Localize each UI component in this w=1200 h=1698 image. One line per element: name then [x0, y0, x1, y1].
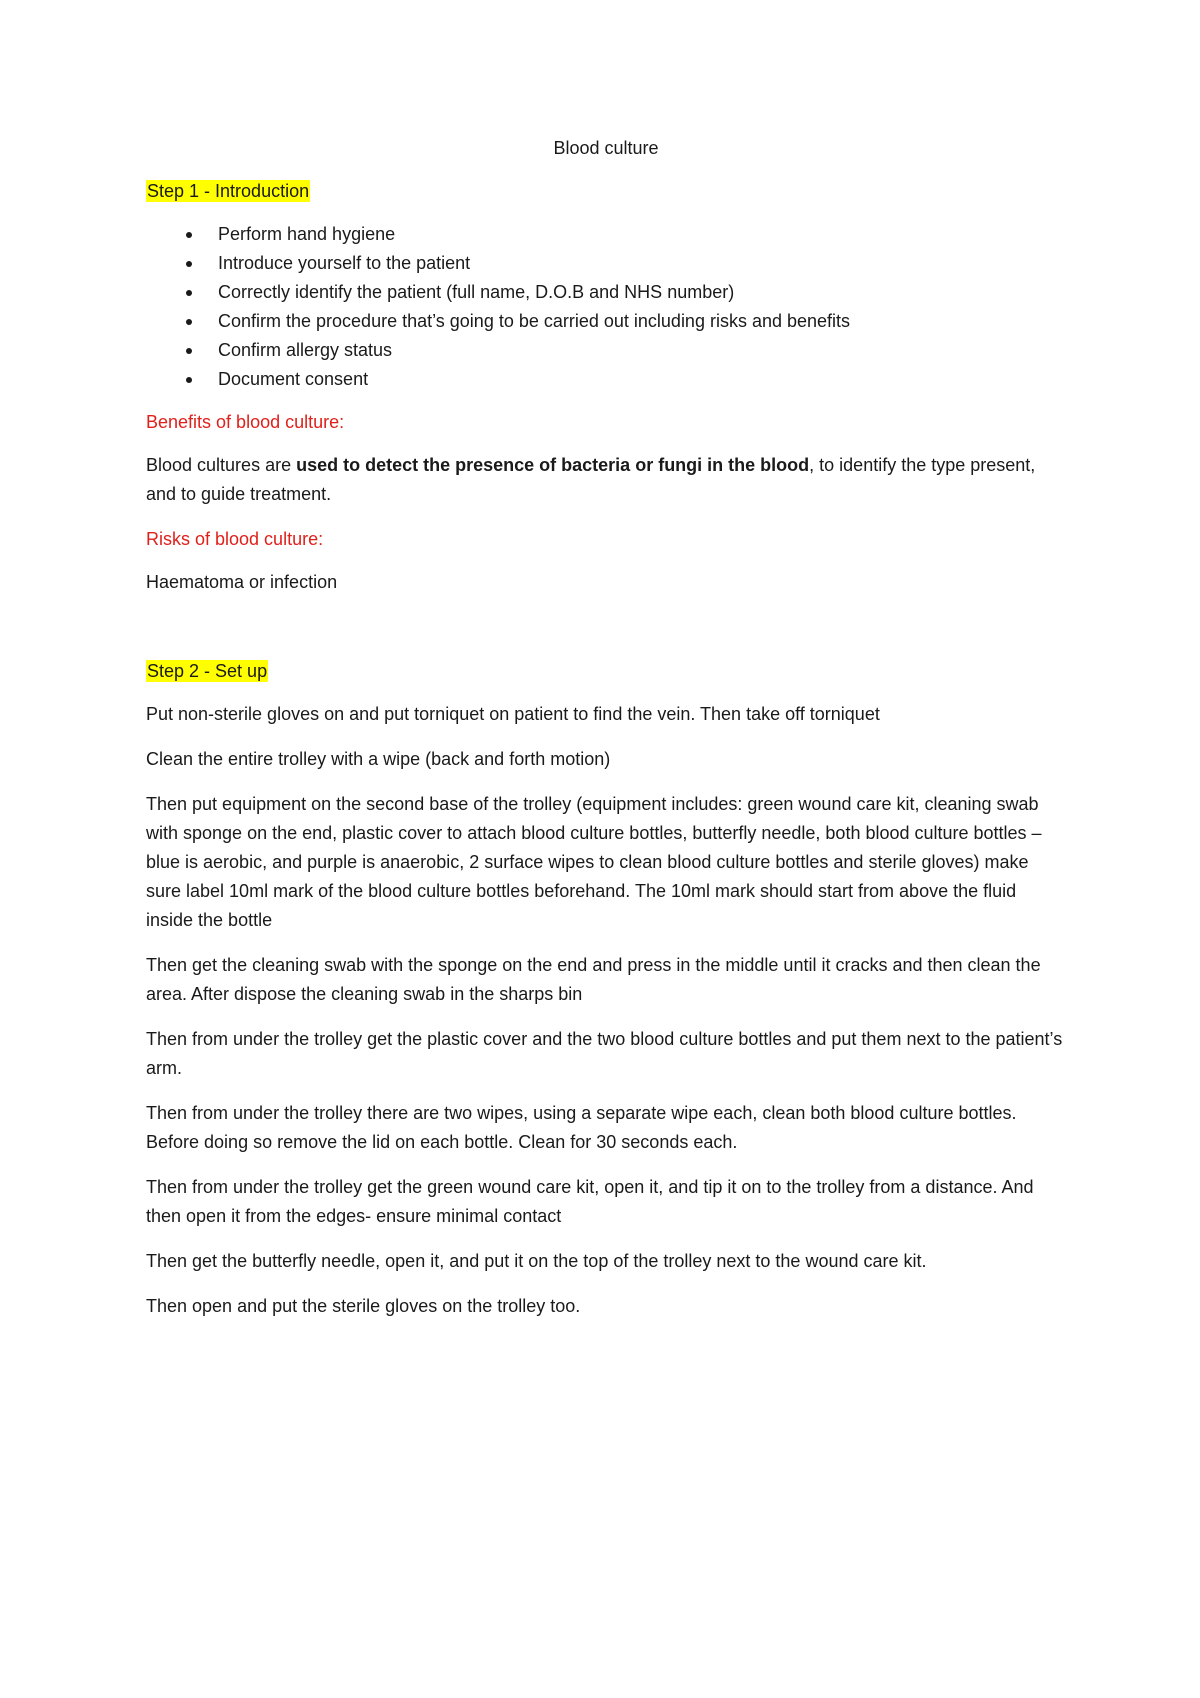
bullet-icon [186, 232, 192, 238]
benefits-paragraph [146, 451, 1066, 509]
step-1-heading-text: Step 1 - Introduction [147, 181, 310, 201]
step-1-heading [146, 177, 1066, 206]
document-title: Blood culture [553, 138, 659, 158]
section-spacer [146, 613, 1066, 657]
list-item-text: Introduce yourself to the patient [218, 253, 471, 273]
step-2-heading-text: Step 2 - Set up [147, 661, 268, 681]
list-item-text: Confirm the procedure that’s going to be carried out including risks and benefits [218, 311, 851, 331]
step-2-paragraph: Then from under the trolley get the plastic cover and the two blood culture bottles and put them next to the patient’s arm. [146, 1029, 1063, 1078]
list-item-text: Document consent [218, 369, 369, 389]
step-2-heading [146, 657, 1066, 686]
bullet-icon [186, 261, 192, 267]
benefits-text-prefix: Blood cultures are [146, 455, 297, 475]
benefits-heading: Benefits of blood culture: [146, 412, 345, 432]
step-2-paragraph: Then open and put the sterile gloves on the trolley too. [146, 1296, 581, 1316]
bullet-icon [186, 377, 192, 383]
list-item-text: Correctly identify the patient (full name, D.O.B and NHS number) [218, 282, 735, 302]
list-item [146, 307, 1066, 336]
list-item [146, 365, 1066, 394]
step-2-paragraph: Then from under the trolley get the green wound care kit, open it, and tip it on to the trolley from a distance. And then open it from the edges- ensure minimal contact [146, 1177, 1034, 1226]
step-2-paragraph: Clean the entire trolley with a wipe (back and forth motion) [146, 749, 611, 769]
list-item [146, 249, 1066, 278]
bullet-icon [186, 319, 192, 325]
risks-heading: Risks of blood culture: [146, 529, 324, 549]
benefits-text-bold: used to detect the presence of bacteria or fungi in the blood [296, 455, 810, 475]
list-item [146, 220, 1066, 249]
step-1-bullet-list [146, 220, 1066, 394]
step-2-paragraph: Then get the butterfly needle, open it, and put it on the top of the trolley next to the wound care kit. [146, 1251, 927, 1271]
list-item-text: Perform hand hygiene [218, 224, 396, 244]
benefits-text-suffix: , to identify the type present, and to guide treatment. [146, 455, 1036, 504]
step-2-paragraph: Then from under the trolley there are two wipes, using a separate wipe each, clean both blood culture bottles. Before doing so remove the lid on each bottle. Clean for 30 seconds each. [146, 1103, 1017, 1152]
list-item [146, 278, 1066, 307]
bullet-icon [186, 348, 192, 354]
risks-paragraph: Haematoma or infection [146, 572, 338, 592]
list-item-text: Confirm allergy status [218, 340, 393, 360]
step-2-paragraph: Put non-sterile gloves on and put torniquet on patient to find the vein. Then take off torniquet [146, 704, 880, 724]
list-item [146, 336, 1066, 365]
step-2-paragraph: Then get the cleaning swab with the sponge on the end and press in the middle until it cracks and then clean the area. After dispose the cleaning swab in the sharps bin [146, 955, 1041, 1004]
document-page [146, 134, 1066, 1337]
step-2-paragraph: Then put equipment on the second base of the trolley (equipment includes: green wound care kit, cleaning swab with sponge on the end, plastic cover to attach blood culture bottles, butterfly needle, both blood culture bottles – blue is aerobic, and purple is anaerobic, 2 surface wipes to clean blood culture bottles and sterile gloves) make sure label 10ml mark of the blood culture bottles beforehand. The 10ml mark should start from above the fluid inside the bottle [146, 794, 1042, 930]
bullet-icon [186, 290, 192, 296]
